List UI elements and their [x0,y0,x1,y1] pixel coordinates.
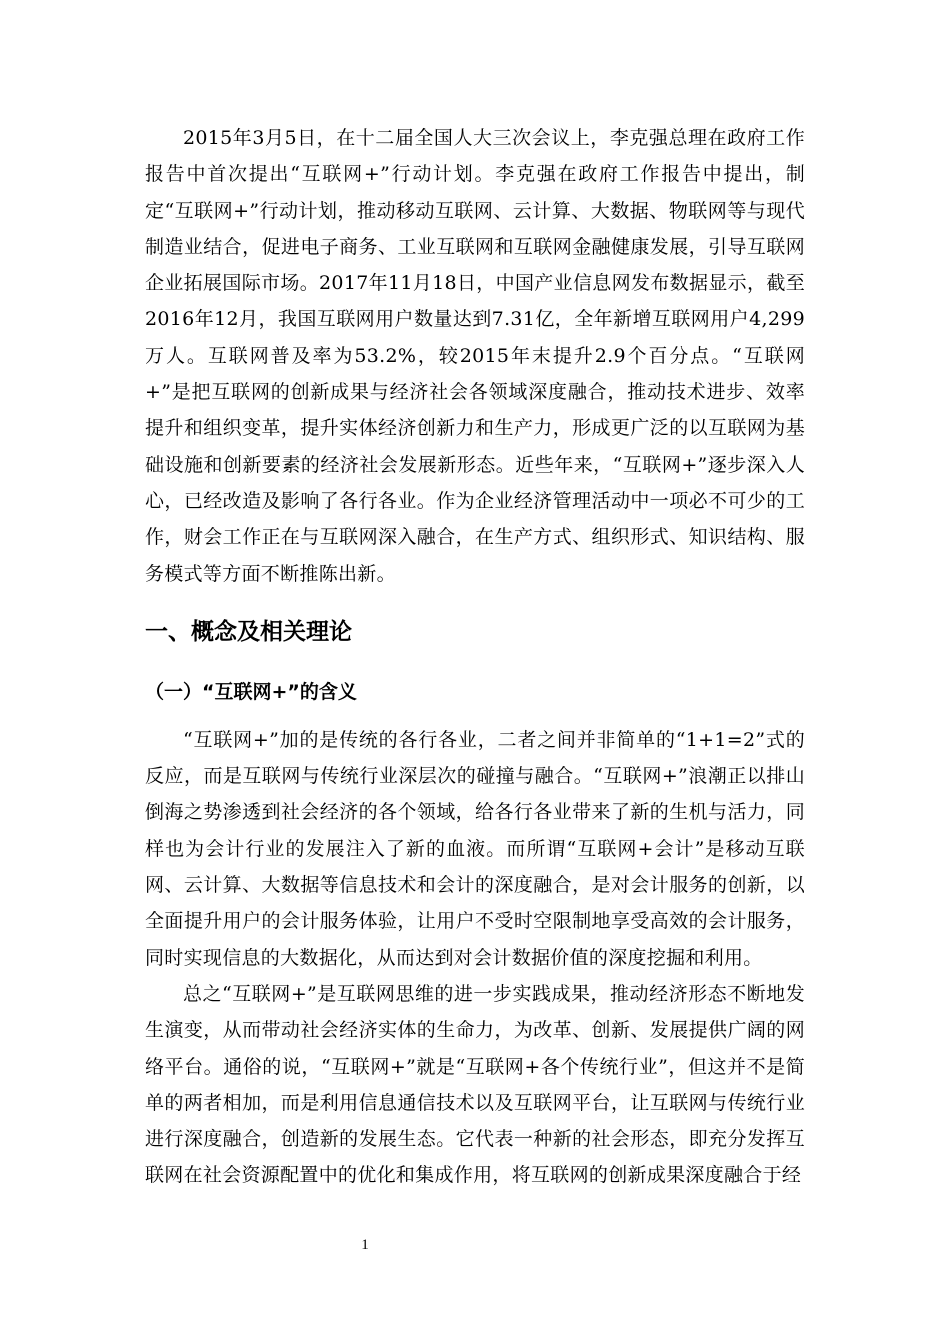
subsection-heading-meaning: （一）“互联网+”的含义 [145,680,357,703]
section-heading-concepts: 一、概念及相关理论 [145,618,352,645]
meaning-paragraph-1: “互联网+”加的是传统的各行各业，二者之间并非简单的“1+1=2”式的反应，而是互联网与传统行业深层次的碰撞与融合。“互联网+”浪潮正以排山倒海之势渗透到社会经济的各个领域，给各行各业带来了新的生机与活力，同样也为会计行业的发展注入了新的血液。而所谓“互联网+会计”是移动互联网、云计算、大数据等信息技术和会计的深度融合，是对会计服务的创新，以全面提升用户的会计服务体验，让用户不受时空限制地享受高效的会计服务，同时实现信息的大数据化，从而达到对会计数据价值的深度挖掘和利用。 [145,728,805,969]
meaning-paragraph-2: 总之“互联网+”是互联网思维的进一步实践成果，推动经济形态不断地发生演变，从而带动社会经济实体的生命力，为改革、创新、发展提供广阔的网络平台。通俗的说，“互联网+”就是“互联网+各个传统行业”，但这并不是简单的两者相加，而是利用信息通信技术以及互联网平台，让互联网与传统行业进行深度融合，创造新的发展生态。它代表一种新的社会形态，即充分发挥互联网在社会资源配置中的优化和集成作用，将互联网的创新成果深度融合于经 [145,982,805,1187]
page-number: 1 [361,1237,369,1253]
document-page [145,120,805,1194]
intro-paragraph: 2015年3月5日，在十二届全国人大三次会议上，李克强总理在政府工作报告中首次提出“互联网+”行动计划。李克强在政府工作报告中提出，制定“互联网+”行动计划，推动移动互联网、云计算、大数据、物联网等与现代制造业结合，促进电子商务、工业互联网和互联网金融健康发展，引导互联网企业拓展国际市场。2017年11月18日，中国产业信息网发布数据显示，截至2016年12月，我国互联网用户数量达到7.31亿，全年新增互联网用户4,299万人。互联网普及率为53.2%，较2015年末提升2.9个百分点。“互联网+”是把互联网的创新成果与经济社会各领域深度融合，推动技术进步、效率提升和组织变革，提升实体经济创新力和生产力，形成更广泛的以互联网为基础设施和创新要素的经济社会发展新形态。近些年来，“互联网+”逐步深入人心，已经改造及影响了各行各业。作为企业经济管理活动中一项必不可少的工作，财会工作正在与互联网深入融合，在生产方式、组织形式、知识结构、服务模式等方面不断推陈出新。 [145,127,805,585]
